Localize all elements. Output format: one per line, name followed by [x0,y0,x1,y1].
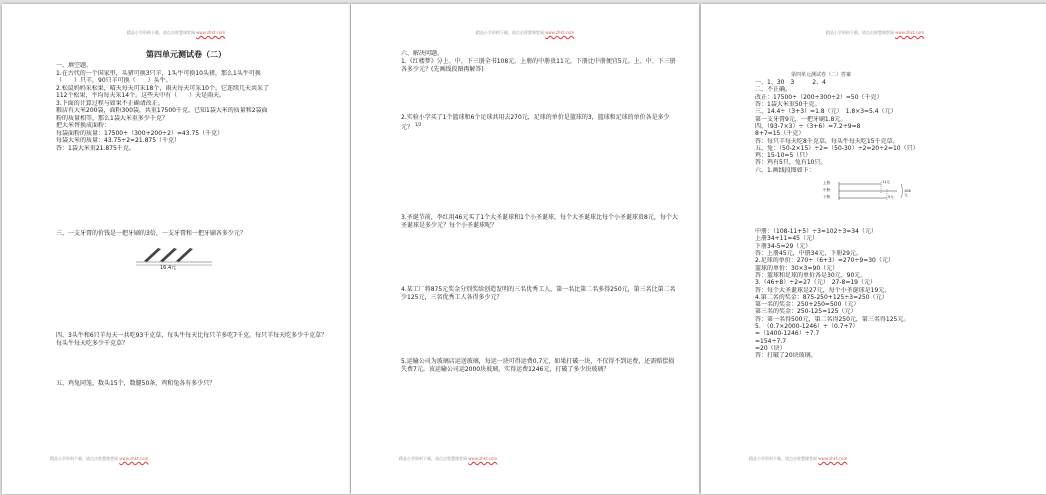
page-1-body [56,50,316,152]
diagram-label-diff1: 11元 [882,180,890,184]
diagram-label-diff2: 5元 [888,195,894,199]
answer-line: 答：1袋大米重50千克。 [755,100,821,108]
page-header [2,30,350,36]
header-text: 精品小学资料下载，请点击智慧课堂网 [126,30,195,35]
answer-line: 一、1、30 3 2、4 [755,79,826,86]
answer-line: 4.第二名的奖金：875-250+125÷3=250（元） [755,293,888,301]
question-4 [56,332,330,348]
answer-line: 答：每个大圣诞球是27元，每个小圣诞球是19元。 [755,286,891,294]
question-text: 五、鸡兔同笼，数头15个，数腿50条，鸡和兔各有多少只？ [56,380,216,387]
text-line: 粮店有大米200袋，面粉300袋，共重17500千克。已知1袋大米的质量和2袋面 [56,107,268,114]
header-link[interactable]: www.zhkt.com [545,30,575,35]
question-text: 4.某工厂将875元奖金分别奖给创造发明的三名优秀工人，第一名比第二名多得250元，第三名比第二名少125元，三名优秀工人各得多少元？ [401,286,676,302]
section-heading: 一、填空题。 [56,62,93,69]
answer-line: 篮球的单价：30×3=90（元） [755,264,839,272]
question-4 [401,286,679,302]
text-line: 每袋大米的质量：43.75÷2=21.875（千克） [56,137,181,144]
question-text: 2.实验小学买了1个篮球和6个足球共用去270元，足球的单价是篮球的3，篮球和足球的单价各是多少元？ [401,114,670,132]
text-line: 3.下面的计算过程与如果不正确请改正。 [56,99,164,107]
answer-line: 第一支牙膏9元，一把牙刷1.8元。 [755,115,847,123]
price-label: 16.4元 [160,265,177,271]
answer-line: 第一名的奖金：250+250=500（元） [755,301,860,309]
footer-link[interactable]: www.zhkt.com [468,456,498,461]
diagram-label-upper: 上册： [823,181,834,185]
footer-link[interactable]: www.zhkt.com [119,456,149,461]
fraction: 1/2 [414,122,422,128]
header-text: 精品小学资料下载，请点击智慧课堂网 [825,30,894,35]
question-5 [56,380,330,388]
header-link[interactable]: www.zhkt.com [895,30,925,35]
page-footer [749,456,1046,462]
answer-line: 改正：17500÷（200÷300÷2）=50（千克） [755,93,883,101]
text-line: 112个松果，平均每天采14个。这些天中有（ ）天是雨天。 [56,92,226,99]
question-text: 四、3头牛和6只羊每天一共吃93千克草，每头牛每天比每只羊多吃7千克。每只羊每天吃多少千克草？每头牛每天吃多少千克草？ [56,332,328,348]
answer-line: 二、不正确。 [755,86,792,94]
page-footer [50,456,350,462]
answer-line: 答：打破了20块玻璃。 [755,352,817,360]
section-heading: 六、解决问题。 [401,50,444,57]
answer-line: =20（块） [755,345,786,352]
answer-line: 答：每只羊每天吃8千克草，每头牛每天吃15千克草。 [755,137,899,145]
page-header [701,30,1046,36]
question-5 [401,358,679,374]
header-link[interactable]: www.zhkt.com [196,30,226,35]
line-segment-diagram [819,180,909,204]
question-text: 三、一支牙膏的价钱是一把牙刷的3倍，一支牙膏和一把牙刷各多少元？ [56,230,246,237]
question-1: 1.《红楼梦》分上、中、下三册全书108元。上册的中册贵11元，下册比中册便宜5元。上、中、下三册各多少元？(先画线段图再解答) [401,58,676,74]
answer-line: 答：鸡有5只，兔有10只。 [755,159,827,167]
text-line: 2.松鼠妈妈采松果，晴天每天可采18个，雨天每天可采10个。它连续几天共采了 [56,84,269,92]
document-page-2 [351,4,699,494]
answer-block-1 [755,79,1029,174]
answer-line: 中册：（108-11+5）÷3=102÷3=34（元） [755,228,877,235]
text-line: 每袋面粉的质量：17500÷（300+200÷2）=43.75（千克） [56,129,224,137]
answer-line: 四、（93-7×3）÷（3+6）=7.2÷9=8 [755,122,861,130]
footer-text: 精品小学资料下载，请点击智慧课堂网 [399,456,467,461]
section-6 [401,50,679,74]
header-text: 精品小学资料下载，请点击智慧课堂网 [475,30,544,35]
answer-line: 答：第一名得500元，第二名得250元，第三名得125元。 [755,315,910,323]
text-line: 粉的质量相等，那么1袋大米重多少千克？ [56,114,168,122]
answer-line: 三、14.4÷（3+3）=1.8（元） 1.8×3=5.4（元） [755,108,897,116]
answer-line: 上册34+11=45（元） [755,235,818,243]
answer-block-2 [755,228,1029,360]
text-line: （ ）只羊，90只羊可换（ ）头牛。 [56,77,172,84]
answer-line: 答：上册45元，中册34元，下册29元。 [755,249,862,257]
text-line: 把大米替换成面粉： [56,122,111,129]
footer-text: 精品小学资料下载，请点击智慧课堂网 [50,456,118,461]
text-line: 1.在古代的一个国家里，头猪可换3只羊，1头牛可换10头猪，那么1头牛可换 [56,69,261,77]
diagram-label-middle: 中册： [823,188,834,192]
answer-line: 2.足球的单价：270÷（6+3）=270÷9=30（元） [755,257,894,265]
toothpaste-figure [130,242,220,272]
answer-line: =154÷7.7 [755,337,787,345]
answer-line: 5. （0.7×2000-1246）÷（0.7+7） [755,323,859,331]
diagram-label-total: 108元 [904,189,911,197]
question-text: 3.圣诞节前，李红用46元买了1个大圣诞球和1个小圣诞球，每个大圣诞球比每个小圣诞球贵8元，每个大圣诞球是多少元？每个小圣诞球呢？ [401,214,678,230]
page-title: 第四单元测试卷（二） [146,50,226,59]
answer-line: 第三名的奖金：250-125=125（元） [755,308,857,316]
text-line: 答：1袋大米重21.875千克。 [56,144,135,152]
document-page-1 [2,4,350,494]
answer-line: =（1400-1246）÷7.7 [755,330,820,338]
answer-line: 答：篮球和足球的单价各是30元、90元。 [755,271,867,279]
answer-line: 鸡：15-10=5（只） [755,152,812,160]
diagram-label-lower: 下册： [823,195,834,199]
answer-title: 第四单元测试卷（二）答案 [791,72,852,78]
footer-text: 精品小学资料下载，请点击智慧课堂网 [749,456,817,461]
question-3 [56,230,330,238]
answer-line: 六、1.画线段图如下： [755,166,815,174]
answer-line: 下册34-5=29（元） [755,242,812,250]
document-page-3 [701,4,1046,494]
question-3 [401,214,679,230]
answer-line: 五、兔：（50-2×15）÷2=（50-30）÷2=20÷2=10（只） [755,144,919,152]
footer-link[interactable]: www.zhkt.com [818,456,848,461]
question-2 [401,114,679,132]
answer-line: 8+7=15（千克） [755,130,805,138]
answer-line: 3.（46+8）÷2=27（元） 27-8=19（元） [755,279,876,287]
page-header [351,30,699,36]
question-text: 5.运输公司为玻璃店运送玻璃，每运一块可得运费0.7元，如果打破一块，不仅得不到运费，还需赔偿损失费7元。该运输公司运2000块玻璃，实得运费1246元，打破了多少块玻璃？ [401,358,675,374]
page-footer [399,456,699,462]
